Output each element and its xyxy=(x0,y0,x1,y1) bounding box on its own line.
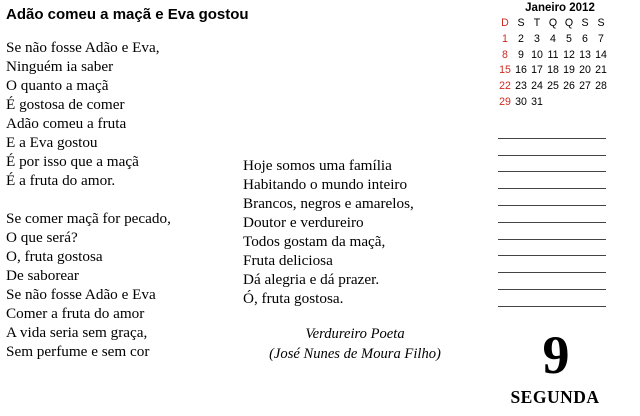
calendar-day: 16 xyxy=(515,64,527,77)
verse-line: O, fruta gostosa xyxy=(6,248,103,265)
calendar-day: 29 xyxy=(499,95,511,108)
day-name: SEGUNDA xyxy=(510,387,600,407)
calendar-weekday-header: S xyxy=(517,17,525,29)
signature-full-name: (José Nunes de Moura Filho) xyxy=(269,346,441,362)
note-line xyxy=(498,256,606,273)
note-line xyxy=(498,172,606,189)
calendar-day: 17 xyxy=(531,64,543,77)
calendar-day: 23 xyxy=(515,80,527,93)
verse-line: É a fruta do amor. xyxy=(6,172,116,189)
calendar-day: 18 xyxy=(547,64,559,77)
calendar-day xyxy=(561,95,577,111)
calendar-day: 31 xyxy=(531,95,543,108)
calendar-day: 13 xyxy=(579,48,591,61)
stanza-3 xyxy=(243,156,473,308)
calendar-day: 5 xyxy=(566,32,572,45)
verse-line: O quanto a maçã xyxy=(6,77,109,94)
calendar-weekday-header: T xyxy=(533,17,541,29)
calendar-grid xyxy=(497,16,615,111)
verse-line: Habitando o mundo inteiro xyxy=(243,176,408,193)
calendar-day: 27 xyxy=(579,80,591,93)
verse-line: Se não fosse Adão e Eva xyxy=(6,286,156,303)
notes-lines xyxy=(498,122,606,307)
verse-line: Fruta deliciosa xyxy=(243,252,333,269)
calendar-day xyxy=(577,95,593,111)
verse-line: Ó, fruta gostosa. xyxy=(243,290,344,307)
calendar-day: 3 xyxy=(534,32,540,45)
verse-line: Se não fosse Adão e Eva, xyxy=(6,39,160,56)
note-line xyxy=(498,273,606,290)
calendar-day: 30 xyxy=(515,95,527,108)
stanza-1 xyxy=(6,38,236,190)
verse-line: É gostosa de comer xyxy=(6,96,125,113)
mini-calendar xyxy=(497,0,615,111)
calendar-day: 6 xyxy=(582,32,588,45)
calendar-day: 11 xyxy=(547,48,559,61)
calendar-day: 12 xyxy=(563,48,575,61)
poem-left-column xyxy=(6,38,236,380)
calendar-weekday-header: S xyxy=(597,17,605,29)
calendar-weekday-header: S xyxy=(581,17,589,29)
note-line xyxy=(498,139,606,156)
verse-line: Dá alegria e dá prazer. xyxy=(243,271,380,288)
note-line xyxy=(498,223,606,240)
calendar-day: 19 xyxy=(563,64,575,77)
calendar-day: 14 xyxy=(595,48,607,61)
calendar-day: 26 xyxy=(563,80,575,93)
calendar-day: 28 xyxy=(595,80,607,93)
calendar-day: 20 xyxy=(579,64,591,77)
calendar-day: 25 xyxy=(547,80,559,93)
poem-title: Adão comeu a maçã e Eva gostou xyxy=(6,6,249,23)
verse-line: É por isso que a maçã xyxy=(6,153,139,170)
verse-line: Ninguém ia saber xyxy=(6,58,114,75)
verse-line: E a Eva gostou xyxy=(6,134,98,151)
verse-line: O que será? xyxy=(6,229,78,246)
note-line xyxy=(498,189,606,206)
verse-line: Adão comeu a fruta xyxy=(6,115,127,132)
calendar-weekday-header: D xyxy=(501,17,509,29)
calendar-day: 24 xyxy=(531,80,543,93)
verse-line: Comer a fruta do amor xyxy=(6,305,145,322)
calendar-month-title: Janeiro 2012 xyxy=(525,2,595,14)
note-line xyxy=(498,206,606,223)
verse-line: De saborear xyxy=(6,267,79,284)
note-line xyxy=(498,240,606,257)
calendar-day xyxy=(545,95,561,111)
calendar-day: 21 xyxy=(595,64,607,77)
calendar-day: 1 xyxy=(502,32,508,45)
note-line xyxy=(498,122,606,139)
calendar-day: 22 xyxy=(499,80,511,93)
calendar-day: 9 xyxy=(518,48,524,61)
verse-line: Sem perfume e sem cor xyxy=(6,343,150,360)
stanza-2 xyxy=(6,209,236,361)
verse-line: Hoje somos uma família xyxy=(243,157,392,174)
verse-line: A vida seria sem graça, xyxy=(6,324,148,341)
calendar-day: 8 xyxy=(502,48,508,61)
calendar-day: 10 xyxy=(531,48,543,61)
day-number: 9 xyxy=(542,325,570,385)
calendar-weekday-header: Q xyxy=(564,17,574,29)
calendar-day: 7 xyxy=(598,32,604,45)
signature-pen-name: Verdureiro Poeta xyxy=(305,326,405,342)
verse-line: Doutor e verdureiro xyxy=(243,214,364,231)
calendar-day: 4 xyxy=(550,32,556,45)
note-line xyxy=(498,290,606,307)
verse-line: Se comer maçã for pecado, xyxy=(6,210,171,227)
calendar-weekday-header: Q xyxy=(548,17,558,29)
verse-line: Todos gostam da maçã, xyxy=(243,233,386,250)
calendar-day: 2 xyxy=(518,32,524,45)
calendar-day: 15 xyxy=(499,64,511,77)
note-line xyxy=(498,156,606,173)
poem-signature xyxy=(250,324,460,364)
calendar-day xyxy=(593,95,609,111)
verse-line: Brancos, negros e amarelos, xyxy=(243,195,414,212)
